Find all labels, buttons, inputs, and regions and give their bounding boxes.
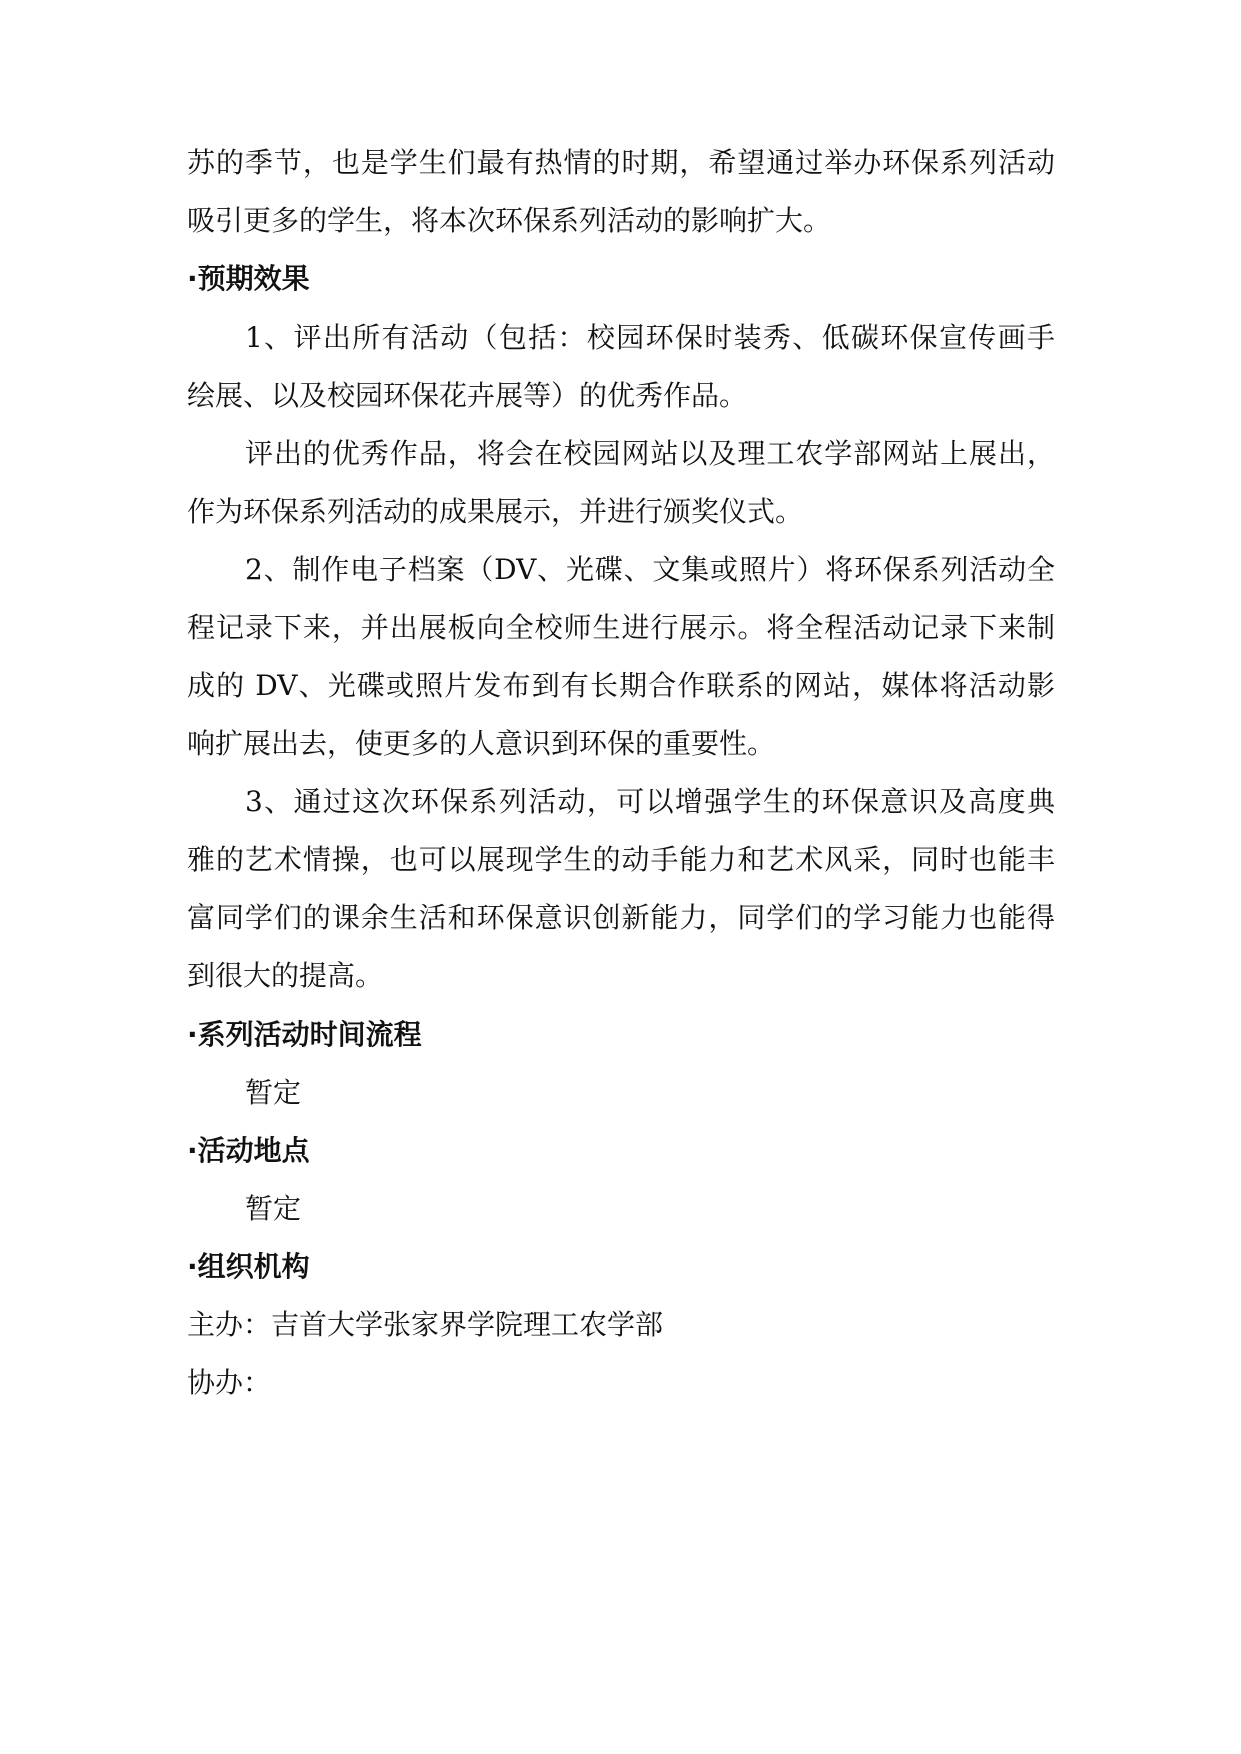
paragraph-intro-line-1: 苏的季节，也是学生们最有热情的时期，希望通过举办环保系列活动 — [187, 146, 1055, 179]
paragraph-result-1-line-2: 绘展、以及校园环保花卉展等）的优秀作品。 — [187, 379, 748, 412]
paragraph-intro-line-2: 吸引更多的学生，将本次环保系列活动的影响扩大。 — [187, 204, 832, 237]
heading-organizers: ·组织机构 — [187, 1250, 310, 1283]
paragraph-co-host: 协办： — [187, 1366, 272, 1399]
paragraph-result-3-line-2: 雅的艺术情操，也可以展现学生的动手能力和艺术风采，同时也能丰 — [187, 843, 1055, 876]
paragraph-result-2-line-2: 程记录下来，并出展板向全校师生进行展示。将全程活动记录下来制 — [187, 611, 1055, 644]
paragraph-result-3-line-1: 3、通过这次环保系列活动，可以增强学生的环保意识及高度典 — [245, 785, 1055, 818]
paragraph-result-2-line-4: 响扩展出去，使更多的人意识到环保的重要性。 — [187, 727, 776, 760]
paragraph-result-2-line-3: 成的 DV、光碟或照片发布到有长期合作联系的网站，媒体将活动影 — [187, 669, 1055, 702]
paragraph-result-2-line-1: 2、制作电子档案（DV、光碟、文集或照片）将环保系列活动全 — [245, 553, 1055, 586]
paragraph-result-1-detail-line-2: 作为环保系列活动的成果展示，并进行颁奖仪式。 — [187, 495, 804, 528]
heading-timeline: ·系列活动时间流程 — [187, 1018, 422, 1051]
paragraph-timeline-value: 暂定 — [245, 1076, 302, 1109]
heading-expected-results: ·预期效果 — [187, 262, 310, 295]
paragraph-result-3-line-3: 富同学们的课余生活和环保意识创新能力，同学们的学习能力也能得 — [187, 901, 1055, 934]
paragraph-result-3-line-4: 到很大的提高。 — [187, 959, 384, 992]
paragraph-result-1-line-1: 1、评出所有活动（包括：校园环保时装秀、低碳环保宣传画手 — [245, 321, 1055, 354]
paragraph-venue-value: 暂定 — [245, 1192, 302, 1225]
heading-venue: ·活动地点 — [187, 1134, 310, 1167]
paragraph-host: 主办：吉首大学张家界学院理工农学部 — [187, 1308, 664, 1341]
paragraph-result-1-detail-line-1: 评出的优秀作品，将会在校园网站以及理工农学部网站上展出， — [245, 437, 1055, 470]
